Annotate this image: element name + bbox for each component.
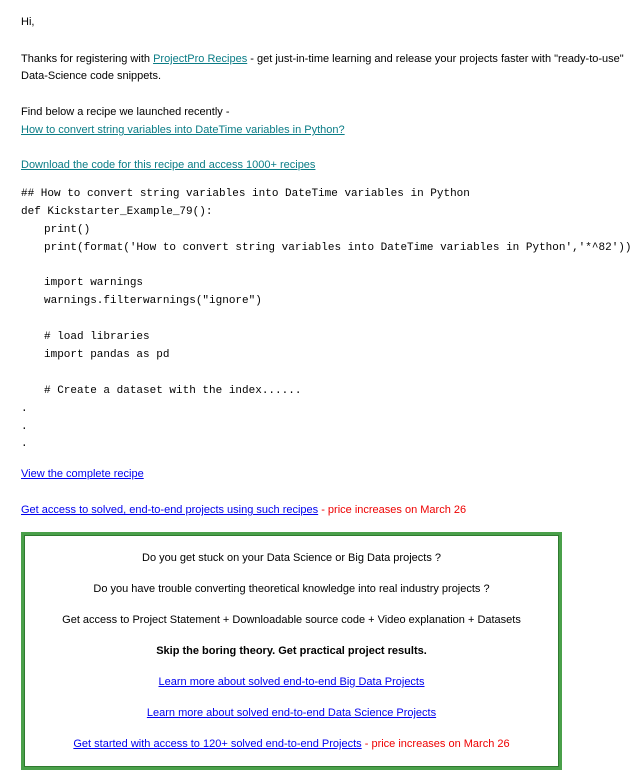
promo-tagline: Skip the boring theory. Get practical project results. [156,645,427,657]
greeting: Hi, [21,16,35,28]
code-comment-title: ## How to convert string variables into DateTime variables in Python [21,188,470,200]
download-row [21,158,315,172]
recipe-lead: Find below a recipe we launched recently - [21,106,230,118]
get-started-projects-link[interactable]: Get started with access to 120+ solved end-to-end Projects [73,738,362,750]
promo-get-started-row [24,737,559,751]
code-ellipsis-1: . [21,403,28,415]
access-projects-link[interactable]: Get access to solved, end-to-end projects using such recipes [21,504,319,516]
promo-price-note: - price increases on March 26 [361,738,510,750]
promo-question-stuck: Do you get stuck on your Data Science or Big Data projects ? [142,552,441,564]
big-data-projects-link[interactable]: Learn more about solved end-to-end Big Data Projects [158,676,425,688]
view-complete-recipe-link[interactable]: View the complete recipe [21,468,144,480]
code-comment-dataset: # Create a dataset with the index...... [44,385,302,397]
recipe-title-row [21,123,345,137]
intro-text-before: Thanks for registering with [21,53,154,65]
intro-line-2: Data-Science code snippets. [21,70,162,82]
recipe-title-link[interactable]: How to convert string variables into DateTime variables in Python? [21,124,345,136]
code-comment-libraries: # load libraries [44,331,150,343]
access-projects-row [21,503,466,517]
promo-box [21,532,562,770]
view-recipe-row [21,467,144,481]
code-filterwarnings: warnings.filterwarnings("ignore") [44,295,262,307]
code-def-line: def Kickstarter_Example_79(): [21,206,213,218]
code-print-empty: print() [44,224,91,236]
code-print-format: print(format('How to convert string variables into DateTime variables in Python','*^82')) [44,242,632,254]
intro-line-1 [21,52,624,66]
promo-big-data-row [24,675,559,689]
price-increase-note: - price increases on March 26 [318,504,467,516]
code-ellipsis-2: . [21,421,28,433]
promo-offer: Get access to Project Statement + Downloadable source code + Video explanation + Datasets [62,614,521,626]
intro-text-after: - get just-in-time learning and release your projects faster with "ready-to-use" [247,53,624,65]
code-import-pandas: import pandas as pd [44,349,170,361]
promo-question-trouble: Do you have trouble converting theoretical knowledge into real industry projects ? [93,583,490,595]
data-science-projects-link[interactable]: Learn more about solved end-to-end Data Science Projects [146,707,437,719]
code-ellipsis-3: . [21,438,28,450]
download-code-link[interactable]: Download the code for this recipe and access 1000+ recipes [21,159,316,171]
promo-data-science-row [24,706,559,720]
code-import-warnings: import warnings [44,277,144,289]
projectpro-recipes-link[interactable]: ProjectPro Recipes [153,53,248,65]
